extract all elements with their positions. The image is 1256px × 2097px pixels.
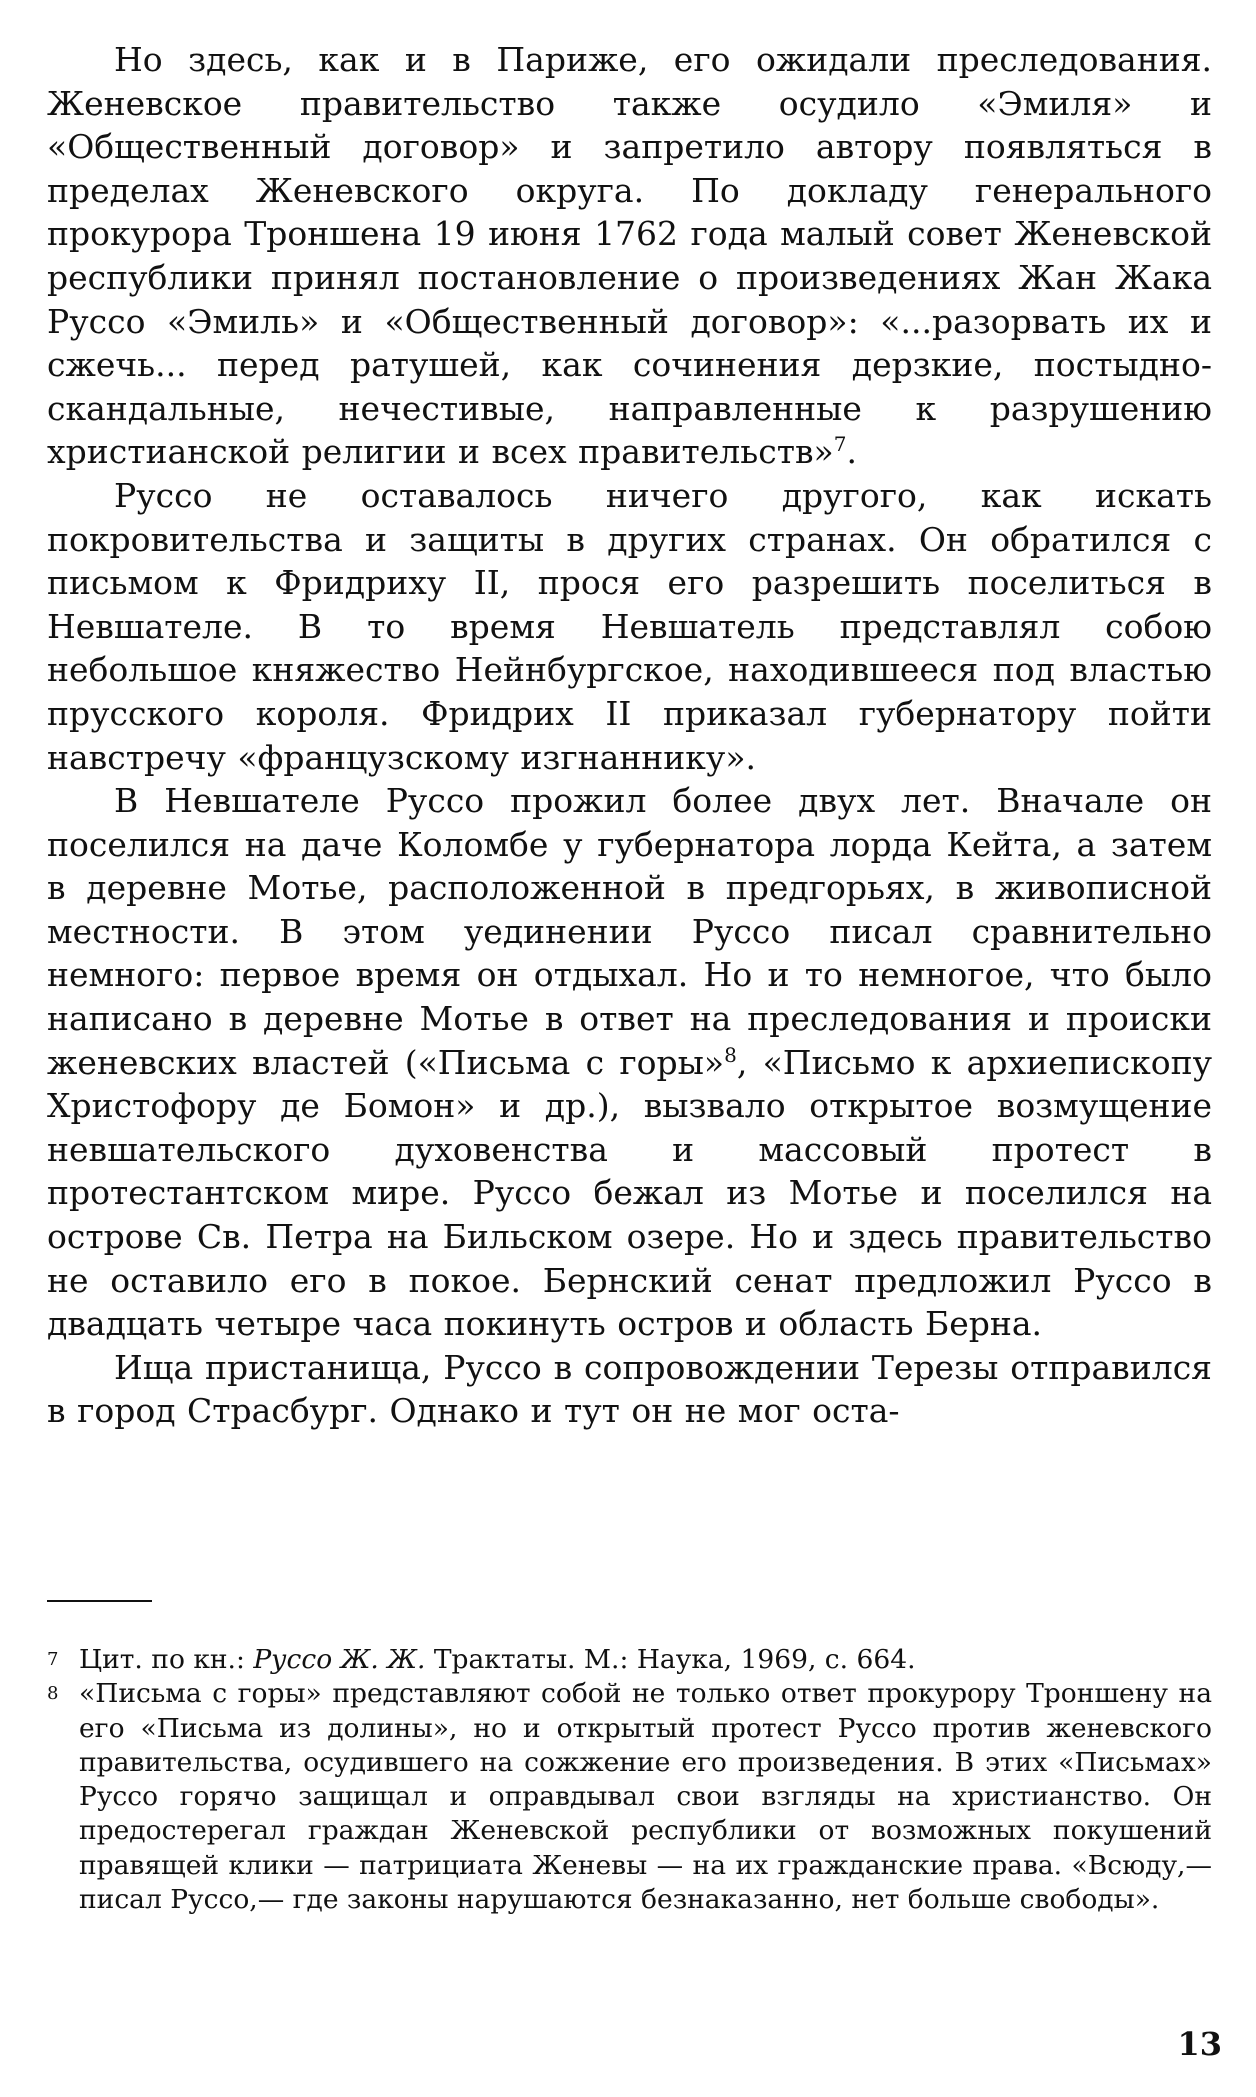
footnote-ref-7[interactable]: 7 <box>833 432 847 457</box>
paragraph-1-end: . <box>846 432 857 472</box>
footnote-mark-8: 8 <box>47 1683 59 1705</box>
paragraph-3-text: В Невшателе Руссо прожил более двух лет. Вначале он поселился на даче Коломбе у губернатора лорда Кейта, а затем в деревне Мотье, расположенной в предгорьях, в живописной местности. В этом уединении Руссо писал сравнительно немного: первое время он отдыхал. Но и то немногое, что было написано в деревне Мотье в ответ на преследования и происки женевских властей («Письма с горы» <box>47 781 1212 1082</box>
footnote-ref-8[interactable]: 8 <box>724 1042 737 1067</box>
main-text <box>47 38 1212 1433</box>
footnote-7-author: Руссо Ж. Ж. <box>253 1644 426 1675</box>
page-number: 13 <box>1177 2025 1222 2063</box>
paragraph-3-end: , «Письмо к архиепископу Христофору де Бомон» и др.), вызвало открытое возмущение невшательского духовенства и массовый протест в протестантском мире. Руссо бежал из Мотье и поселился на острове Св. Петра на Бильском озере. Но и здесь правительство не оставило его в покое. Бернский сенат предложил Руссо в двадцать четыре часа покинуть остров и область Берна. <box>47 1042 1212 1344</box>
footnote-7-suffix: Трактаты. М.: Наука, 1969, с. 664. <box>425 1644 916 1675</box>
paragraph-1-text: Но здесь, как и в Париже, его ожидали преследования. Женевское правительство также осудило «Эмиля» и «Общественный договор» и запретило автору появляться в пределах Женевского округа. По докладу генерального прокурора Троншена 19 июня 1762 года малый совет Женевской республики принял постановление о произведениях Жан Жака Руссо «Эмиль» и «Общественный договор»: «...разорвать их и сжечь... перед ратушей, как сочинения дерзкие, постыдно-скандальные, нечестивые, направленные к разрушению христианской религии и всех правительств» <box>47 40 1212 472</box>
paragraph-1 <box>47 38 1212 474</box>
footnote-7 <box>47 1643 1212 1677</box>
footnote-8 <box>47 1677 1212 1917</box>
paragraph-4: Ища пристанища, Руссо в сопровождении Терезы отправился в город Страсбург. Однако и тут он не мог оста- <box>47 1347 1212 1431</box>
paragraph-2: Руссо не оставалось ничего другого, как искать покровительства и защиты в других странах. Он обратился с письмом к Фридриху II, прося его разрешить поселиться в Невшателе. В то время Невшатель представлял собою небольшое княжество Нейнбургское, находившееся под властью прусского короля. Фридрих II приказал губернатору пойти навстречу «французскому изгнаннику». <box>47 475 1212 777</box>
footnote-divider <box>47 1600 152 1602</box>
footnote-8-text: «Письма с горы» представляют собой не только ответ прокурору Троншену на его «Письма из долины», но и открытый протест Руссо против женевского правительства, осудившего на сожжение его произведения. В этих «Письмах» Руссо горячо защищал и оправдывал свои взгляды на христианство. Он предостерегал граждан Женевской республики от возможных покушений правящей клики — патрициата Женевы — на их гражданские права. «Всюду,— писал Руссо,— где законы нарушаются безнаказанно, нет больше свободы». <box>79 1678 1212 1916</box>
footnote-7-prefix: Цит. по кн.: <box>79 1644 254 1675</box>
page <box>47 38 1212 1916</box>
footnote-mark-7: 7 <box>47 1649 59 1670</box>
footnotes <box>47 1643 1212 1917</box>
paragraph-3 <box>47 779 1212 1346</box>
